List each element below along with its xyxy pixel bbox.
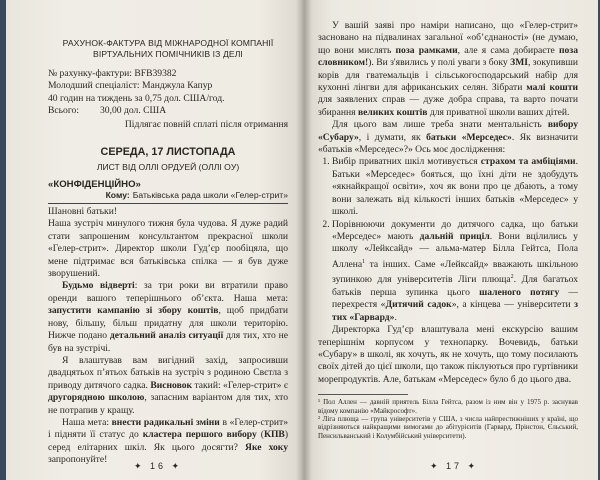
p4-bold-2: кластера першого вибору (142, 429, 257, 441)
li2-bold-1: дальній приціл (419, 230, 490, 242)
p4-text-2: в «Гелер-стрит» і підняти її статус до (48, 416, 288, 441)
invoice-number: № рахунку-фактури: BFB39382 (48, 68, 177, 79)
r1-text-3: ). Ви з'явились у полі уваги з боку (368, 57, 511, 69)
footnote-1: ¹ Пол Аллен — давній приятель Білла Гейтса, разом із ним він у 1975 р. заснував відому компанію «Майкрософт». (318, 398, 578, 415)
r1-bold-3: ЗМІ (510, 57, 528, 69)
book-gutter-shadow (296, 0, 312, 480)
p2-text-1: : за три роки ви втратили право оренди вашого теперішнього обʼєкта. Наша мета: (48, 280, 288, 304)
to-value: Батьківська рада школи «Гелер-стрит» (132, 190, 288, 201)
r1-text-5: для заявлених справ — дуже добра справа, та варто почати збирання (318, 94, 578, 118)
page-number-16: ✦ 16 ✦ (134, 461, 183, 471)
footnote-mark-2: 2 (510, 274, 514, 281)
invoice-heading-line-2: ВІРТУАЛЬНИХ ПОМІЧНИКІВ ІЗ ДЕЛІ (93, 49, 243, 59)
p4-bold-4: Яке хоку (245, 441, 289, 453)
page-17 (302, 0, 598, 480)
p3-bold-2: другорядною школою (48, 392, 145, 404)
date-heading: СЕРЕДА, 17 ЛИСТОПАДА (100, 146, 236, 159)
r2-bold-2: батьки «Мерседес» (426, 131, 512, 143)
r1-bold-2: поза словником! (318, 44, 578, 69)
p3-text-3: , запасним варіантом для тих, хто не потрапив у кращу. (48, 392, 289, 416)
p3-text-1: Я влаштував вам вигідний захід, запросивши двадцятьох пʼятьох батьків на зустріч з родиною Свєтла з приводу дитячого садка. (48, 354, 288, 391)
r2-bold-1: вибору «Субару» (318, 119, 578, 143)
research-list (318, 156, 578, 324)
invoice-payment-note: Підлягає повній сплаті після отримання (124, 118, 288, 130)
invoice-specialist: Молодший спеціаліст: Манджула Капур (48, 80, 213, 92)
r1-text-6: для приватної школи ваших дітей. (427, 106, 570, 118)
li2-text-3: та інших. Саме «Лейксайд» вважають шкільною зупинкою для університетів Ліги плюща (332, 258, 578, 286)
r1-bold-5: великих коштів (357, 106, 428, 118)
r1-bold-1: поза рамками (395, 44, 458, 56)
li2-text-2: . Вони вцілились у школу «Лейксайд» — альма-матер Білла Гейтса, Пола Аллена (332, 230, 578, 270)
li1-text-2: . Батьки «Мерседес» бояться, що їхні діти не здобудуть «якнайкращої освіти», хоч як вони про це дбають, а тому вони залежать від кількості інших батьків «Мерседес» у школі. (332, 156, 578, 218)
p2-bold-1: Будьмо відверті (62, 280, 135, 292)
greeting: Шановні батьки! (48, 206, 118, 218)
paragraph-3 (48, 355, 288, 417)
paragraph-2 (48, 280, 288, 354)
book-spread (6, 0, 598, 480)
p4-text-4: ) серед елітарних шкіл. Як цього досягти? (48, 429, 289, 453)
li2-text-1: Порівнюючи документи до дитячого садка, що батьки «Мерседес» мають (332, 218, 578, 242)
li2-text-5: — перехрестя « (332, 286, 578, 311)
r2-text-2: , і думати, як (358, 131, 427, 143)
invoice-hours: 40 годин на тиждень за 0,75 дол. США/год. (48, 92, 225, 104)
paragraph-1: Наша зустріч минулого тижня була чудова. Я дуже радий стати запрошеним консультантом прекрасної школи «Гелер-стрит». Директор школи Гудʼєр пообіцяла, що мене підтримає вся батьківська спілка — я був дуже зворушений. (48, 218, 288, 280)
r2-text-3: . Як визначити «батьків «Мерседес»?» Ось моє дослідження: (318, 131, 578, 156)
p4-bold-1: внести радикальні зміни (111, 416, 220, 428)
li2-bold-4: з тих «Гарвард» (332, 299, 578, 323)
p4-text-5: запропонуйте! (48, 454, 108, 466)
r1-text-2: , але я сама добираєте (457, 44, 560, 56)
p3-text-2: такий: «Гелер-стрит» є (192, 379, 288, 391)
list-item (332, 156, 578, 218)
footnote-2: ² Ліга плюща — група університетів у США, з числа найпрестижніших у країні, що відрізняються найкращими вимогами до абітурієнтів (Гарвард, Прінстон, Єльський, Пенсильванський і Колумбійський університети). (318, 414, 578, 440)
invoice-total-value: 30,00 дол. США (100, 105, 167, 117)
footnote-rule (318, 394, 408, 395)
li2-text-6: », а кінцева — університети (451, 299, 575, 311)
li2-bold-2: шаленого потягу (479, 286, 560, 298)
p3-bold-1: Висновок (150, 379, 193, 391)
li2-text-4: . Для багатьох батьків перша зупинка цього (332, 274, 578, 298)
paragraph-4 (48, 417, 288, 467)
confidential-label: «КОНФІДЕНЦІЙНО» (48, 179, 141, 191)
page-16 (6, 0, 302, 480)
li1-text-1: Вибір приватних шкіл мотивується (332, 156, 481, 168)
li1-bold-1: страхом та амбіціями (480, 156, 576, 168)
r1-text-1: У вашій заяві про наміри написано, що «Гелер-стрит» засновано на підвалинах загальної «обʼєднаності» (не думаю, що вони мислять (318, 20, 578, 56)
p2-bold-3: детальний аналіз ситуації (109, 330, 224, 342)
list-item (332, 219, 578, 325)
p4-text-1: Наша мета: (62, 416, 112, 428)
p2-text-3: для тих, хто не був на зустрічі. (48, 330, 288, 354)
invoice-heading-line-1: РАХУНОК-ФАКТУРА ВІД МІЖНАРОДНОЇ КОМПАНІЇ (62, 38, 274, 48)
p2-bold-2: запустити кампанію зі збору коштів (48, 305, 219, 317)
li2-bold-3: Дитячий садок (385, 299, 452, 311)
header-rule (48, 203, 288, 204)
invoice-heading (48, 38, 288, 60)
invoice-total-label: Всього: (48, 105, 79, 117)
p4-bold-3: КПВ (263, 429, 285, 441)
r1-bold-4: малі кошти (526, 82, 578, 94)
r2-text-1: Для цього вам лише треба знати ментальність (332, 119, 548, 131)
paragraph-r1 (318, 20, 578, 119)
p4-text-3: ( (256, 429, 264, 441)
letter-recipient (48, 190, 288, 201)
p2-text-2: , щоб придбати нову, більшу, більш придатну для школи територію. Нижче подано (48, 305, 288, 342)
paragraph-r3: Директорка Гудʼєр влаштувала мені екскурсію вашим теперішнім корпусом у технопарку. Вочевидь, батьки «Субару» в школі, як хочуть, як не хочуть, що тому посилають своїх дітей до цієї школи, що також піклуються про гуртівники морепродуктів. Але, батькам «Мерседес» було б до цього два. (318, 324, 578, 385)
page-number-17: ✦ 17 ✦ (430, 461, 479, 471)
footnote-mark-1: 1 (362, 258, 366, 265)
invoice-total (48, 105, 288, 117)
li2-text-7: . (394, 311, 397, 323)
paragraph-r2 (318, 119, 578, 156)
r1-text-4: , зокупивши корів для гватемальців і сільськогосподарський набір для кухонні лінгви для африканських селян. Зібрати (318, 57, 578, 94)
to-label: Кому: (105, 190, 130, 201)
letter-from: ЛИСТ ВІД ОЛЛІ ОРДУЕЙ (ОЛЛІ OУ) (96, 162, 240, 173)
